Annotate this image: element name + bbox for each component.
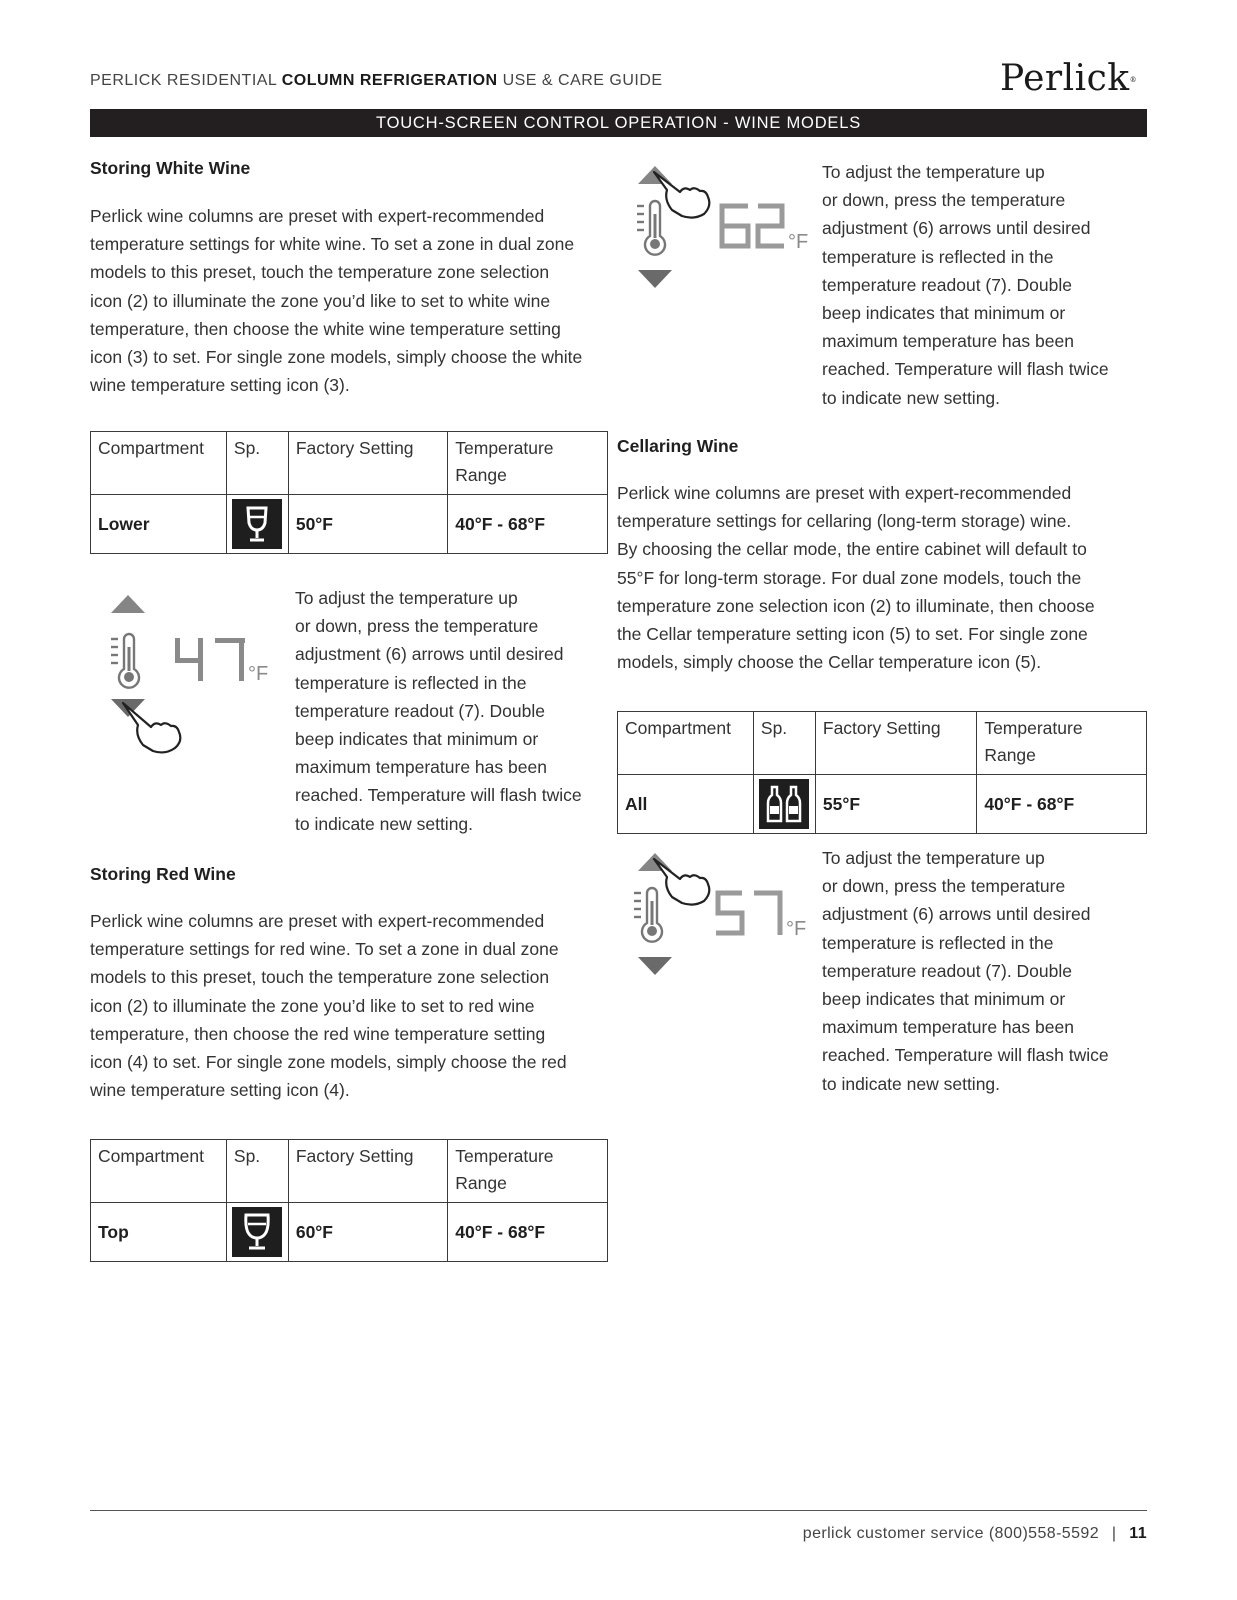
text-line: the Cellar temperature setting icon (5) to set. For single zone <box>617 624 1088 645</box>
arrow-up-icon <box>111 595 145 613</box>
compartment-value: Lower <box>91 495 227 554</box>
arrow-down-icon <box>638 270 672 288</box>
factory-value: 55°F <box>815 775 976 834</box>
col-compartment: Compartment <box>618 712 754 775</box>
text-line: temperature is reflected in the <box>822 246 1054 267</box>
text-line: to indicate new setting. <box>822 387 1001 408</box>
sp-icon-cell <box>226 495 288 554</box>
text-line: reached. Temperature will flash twice <box>295 785 582 806</box>
col-compartment: Compartment <box>91 432 227 495</box>
col-sp: Sp. <box>753 712 815 775</box>
text-line: models, simply choose the Cellar temperature icon (5). <box>617 652 1042 673</box>
table-row <box>618 775 1147 834</box>
text-line: temperature readout (7). Double <box>822 274 1072 295</box>
text-line: temperature readout (7). Double <box>295 700 545 721</box>
table-row <box>91 495 608 554</box>
text-line: maximum temperature has been <box>822 1017 1074 1038</box>
cellar-table <box>617 711 1147 834</box>
text-line: temperature zone selection icon (2) to illuminate, then choose <box>617 595 1095 616</box>
col-factory: Factory Setting <box>288 432 447 495</box>
temperature-display-62 <box>630 158 820 298</box>
header-product: COLUMN REFRIGERATION <box>281 72 498 89</box>
range-header-line1: Temperature <box>455 438 554 458</box>
text-line: maximum temperature has been <box>295 757 547 778</box>
cellaring-heading: Cellaring Wine <box>617 436 739 456</box>
text-line: By choosing the cellar mode, the entire cabinet will default to <box>617 539 1087 560</box>
logo-text: Perlick <box>1000 58 1130 99</box>
white-wine-table <box>90 431 608 554</box>
sp-icon-cell <box>226 1203 288 1262</box>
text-line: icon (4) to set. For single zone models, simply choose the red <box>90 1052 567 1073</box>
table-header-row <box>618 712 1147 775</box>
col-factory: Factory Setting <box>288 1140 447 1203</box>
red-adjust-paragraph <box>822 158 1142 412</box>
col-compartment: Compartment <box>91 1140 227 1203</box>
text-line: wine temperature setting icon (3). <box>90 375 350 396</box>
table-row <box>91 1203 608 1262</box>
col-range <box>977 712 1147 775</box>
col-range <box>448 432 608 495</box>
header-guide: USE & CARE GUIDE <box>502 72 663 89</box>
table-header-row <box>91 432 608 495</box>
temperature-display-47 <box>105 585 275 760</box>
red-wine-heading: Storing Red Wine <box>90 864 236 884</box>
text-line: beep indicates that minimum or <box>822 989 1066 1010</box>
text-line: to indicate new setting. <box>295 813 474 834</box>
text-line: or down, press the temperature <box>295 616 539 637</box>
seven-segment-readout <box>722 206 784 246</box>
unit-label: °F <box>788 231 809 253</box>
text-line: or down, press the temperature <box>822 876 1066 897</box>
footer-phone: (800)558-5592 <box>988 1525 1099 1542</box>
page-footer <box>803 1525 1147 1543</box>
text-line: or down, press the temperature <box>822 190 1066 211</box>
logo-registered-mark: ® <box>1129 76 1138 84</box>
red-wine-glass-icon <box>232 1207 282 1257</box>
compartment-value: All <box>618 775 754 834</box>
unit-label: °F <box>248 663 269 685</box>
footer-separator: | <box>1111 1525 1117 1542</box>
col-range <box>448 1140 608 1203</box>
text-line: models to this preset, touch the temperature zone selection <box>90 262 550 283</box>
col-sp: Sp. <box>226 1140 288 1203</box>
red-wine-paragraph <box>90 907 610 1104</box>
text-line: wine temperature setting icon (4). <box>90 1080 350 1101</box>
text-line: Perlick wine columns are preset with expert-recommended <box>617 483 1072 503</box>
text-line: To adjust the temperature up <box>295 588 518 608</box>
range-header-line2: Range <box>984 745 1036 765</box>
range-header-line1: Temperature <box>455 1146 554 1166</box>
text-line: temperature settings for red wine. To set a zone in dual zone <box>90 939 559 960</box>
range-value: 40°F - 68°F <box>448 495 608 554</box>
range-value: 40°F - 68°F <box>448 1203 608 1262</box>
sp-icon-cell <box>753 775 815 834</box>
text-line: icon (3) to set. For single zone models, simply choose the white <box>90 347 583 368</box>
footer-divider <box>90 1510 1147 1511</box>
text-line: To adjust the temperature up <box>822 848 1045 868</box>
compartment-value: Top <box>91 1203 227 1262</box>
text-line: Perlick wine columns are preset with expert-recommended <box>90 206 545 226</box>
text-line: icon (2) to illuminate the zone you’d like to set to red wine <box>90 995 535 1016</box>
col-factory: Factory Setting <box>815 712 976 775</box>
text-line: beep indicates that minimum or <box>822 303 1066 324</box>
header-brand: PERLICK RESIDENTIAL <box>90 72 277 89</box>
factory-value: 50°F <box>288 495 447 554</box>
range-header-line2: Range <box>455 1173 507 1193</box>
wine-bottles-icon <box>759 779 809 829</box>
page-header <box>90 72 663 90</box>
text-line: temperature settings for cellaring (long-term storage) wine. <box>617 511 1072 532</box>
cellar-adjust-paragraph <box>822 844 1142 1098</box>
pointing-hand-icon <box>654 172 709 218</box>
thermometer-icon <box>634 888 662 942</box>
range-header-line1: Temperature <box>984 718 1083 738</box>
thermometer-icon <box>111 634 139 688</box>
text-line: adjustment (6) arrows until desired <box>295 644 564 665</box>
table-header-row <box>91 1140 608 1203</box>
text-line: temperature is reflected in the <box>295 672 527 693</box>
text-line: temperature is reflected in the <box>822 932 1054 953</box>
red-wine-table <box>90 1139 608 1262</box>
pointing-hand-icon <box>654 859 709 905</box>
text-line: icon (2) to illuminate the zone you’d like to set to white wine <box>90 290 551 311</box>
text-line: temperature, then choose the red wine temperature setting <box>90 1023 546 1044</box>
factory-value: 60°F <box>288 1203 447 1262</box>
text-line: adjustment (6) arrows until desired <box>822 904 1091 925</box>
text-line: 55°F for long-term storage. For dual zone models, touch the <box>617 567 1082 588</box>
col-sp: Sp. <box>226 432 288 495</box>
seven-segment-readout <box>175 638 245 681</box>
text-line: To adjust the temperature up <box>822 162 1045 182</box>
text-line: beep indicates that minimum or <box>295 729 539 750</box>
pointing-hand-icon <box>123 703 180 752</box>
seven-segment-readout <box>716 893 780 935</box>
range-header-line2: Range <box>455 465 507 485</box>
section-banner: TOUCH-SCREEN CONTROL OPERATION - WINE MODELS <box>90 109 1147 137</box>
text-line: temperature readout (7). Double <box>822 960 1072 981</box>
text-line: reached. Temperature will flash twice <box>822 359 1109 380</box>
white-wine-paragraph <box>90 202 610 399</box>
thermometer-icon <box>637 201 665 255</box>
text-line: adjustment (6) arrows until desired <box>822 218 1091 239</box>
range-value: 40°F - 68°F <box>977 775 1147 834</box>
text-line: reached. Temperature will flash twice <box>822 1045 1109 1066</box>
white-adjust-paragraph <box>295 584 615 838</box>
white-wine-glass-icon <box>232 499 282 549</box>
text-line: models to this preset, touch the temperature zone selection <box>90 967 550 988</box>
text-line: to indicate new setting. <box>822 1073 1001 1094</box>
white-wine-heading: Storing White Wine <box>90 158 251 178</box>
arrow-down-icon <box>638 957 672 975</box>
page-number: 11 <box>1129 1525 1147 1542</box>
perlick-logo <box>1000 58 1137 99</box>
unit-label: °F <box>786 918 807 940</box>
text-line: maximum temperature has been <box>822 331 1074 352</box>
footer-service: perlick customer service <box>802 1525 984 1542</box>
temperature-display-57 <box>630 845 820 985</box>
text-line: temperature settings for white wine. To set a zone in dual zone <box>90 234 575 255</box>
cellaring-paragraph <box>617 479 1137 676</box>
text-line: Perlick wine columns are preset with expert-recommended <box>90 911 545 931</box>
text-line: temperature, then choose the white wine temperature setting <box>90 318 561 339</box>
